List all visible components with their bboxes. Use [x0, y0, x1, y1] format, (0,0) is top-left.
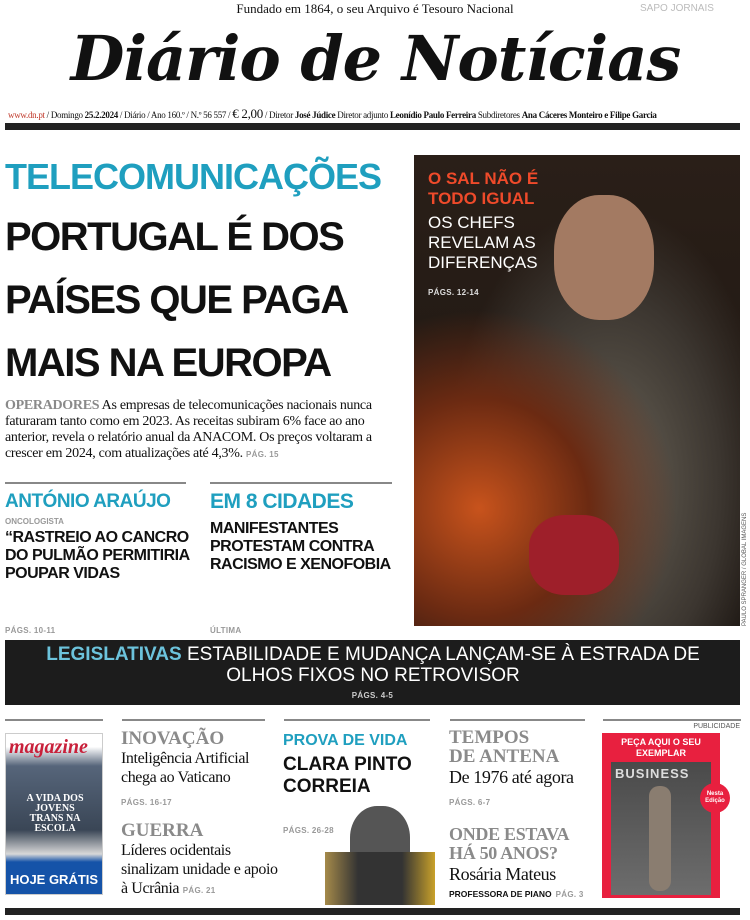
ad-label: PUBLICIDADE [693, 723, 740, 730]
kicker-line: TODO IGUAL [428, 189, 535, 208]
tagline: Fundado em 1864, o seu Arquivo é Tesouro Nacional [236, 1, 514, 16]
lead-text: As empresas de telecomunicações nacionais nunca faturaram tanto como em 2023. As receitas subiram 6% face ao ano anterior, revela o relatório anual da ANACOM. Os preços voltaram a crescer em 2024, com atualizações até 4,3%. [5, 398, 372, 461]
kicker-line: O SAL NÃO É [428, 169, 539, 188]
headline-line: PROTESTAM CONTRA [210, 538, 375, 555]
headline-line: CLARA PINTO [283, 754, 412, 775]
brief-footer [449, 887, 584, 901]
page-ref: ÚLTIMA [210, 626, 242, 635]
story-headline [5, 529, 195, 583]
info-text: Subdiretores [475, 110, 522, 120]
magazine-cover[interactable] [5, 733, 103, 895]
page-ref: PÁGS. 4-5 [351, 691, 394, 700]
ad-cta: PEÇA AQUI O SEU EXEMPLAR [621, 737, 701, 758]
brief-headline: De 1976 até agora [449, 767, 574, 787]
banner-text: ESTABILIDADE E MUDANÇA LANÇAM-SE À ESTRADA DE OLHOS FIXOS NO RETROVISOR [181, 644, 700, 686]
chef-face [554, 195, 654, 320]
brief-kicker: INOVAÇÃO [121, 728, 225, 749]
headline-line: CORREIA [283, 776, 371, 797]
price: € 2,00 [232, 106, 263, 121]
info-text: Diretor adjunto [335, 110, 390, 120]
kicker-line: ONDE ESTAVA [449, 824, 570, 844]
ad-magazine-image [611, 762, 711, 895]
headline-line: “RASTREIO AO CANCRO [5, 529, 189, 546]
page-ref: PÁGS. 6-7 [449, 798, 491, 807]
legislativas-banner[interactable] [5, 640, 740, 705]
page-ref: PÁGS. 10-11 [5, 626, 56, 635]
kicker-line: HÁ 50 ANOS? [449, 843, 558, 863]
newspaper-title: Diário de Notícias [70, 22, 681, 95]
brief-kicker [449, 728, 559, 766]
text-line: REVELAM AS [428, 233, 536, 252]
website-link[interactable]: www.dn.pt [8, 110, 45, 120]
brief-headline [121, 841, 281, 900]
page-ref: PÁGS. 16-17 [121, 798, 172, 807]
lead-label: OPERADORES [5, 398, 100, 413]
footer-divider [5, 908, 740, 915]
headline-text: Líderes ocidentais sinalizam unidade e apoio à Ucrânia [121, 842, 278, 897]
info-text: / Domingo [44, 110, 85, 120]
story-kicker: ANTÓNIO ARAÚJO [5, 491, 171, 512]
banner-kicker: LEGISLATIVAS [46, 644, 182, 665]
page-ref: PÁG. 21 [182, 886, 216, 895]
brief-role: PROFESSORA DE PIANO [449, 889, 552, 899]
page-ref: PÁGS. 12-14 [428, 288, 479, 297]
ad-badge: Nesta Edição [700, 783, 730, 813]
deputy-director: Leonídio Paulo Ferreira [389, 110, 476, 120]
text-line: OS CHEFS [428, 213, 515, 232]
divider [603, 719, 741, 721]
story-role: ONCOLOGISTA [5, 517, 64, 526]
lead-kicker: TELECOMUNICAÇÕES [5, 156, 382, 197]
ad-brand: BUSINESS [615, 766, 690, 781]
issue-date: 25.2.2024 [84, 110, 118, 120]
lead-headline-line: PAÍSES QUE PAGA [5, 278, 348, 322]
lead-body [5, 398, 400, 463]
photo-kicker [428, 169, 548, 209]
kicker-line: TEMPOS [449, 727, 530, 748]
lead-headline-line: MAIS NA EUROPA [5, 341, 331, 385]
info-text: / Diretor [262, 110, 295, 120]
headline-line: MANIFESTANTES [210, 520, 339, 537]
magazine-cover-text: A VIDA DOS JOVENS TRANS NA ESCOLA [26, 793, 84, 834]
story-kicker: EM 8 CIDADES [210, 490, 354, 513]
photo-text [428, 213, 548, 273]
brief-headline [283, 754, 433, 798]
info-text: / Diário / Ano 160.º / N.º 56 557 / [117, 110, 233, 120]
magazine-brand: magazine [9, 736, 88, 758]
divider [284, 719, 430, 721]
photo-credit: PAULO SPRANGER / GLOBAL IMAGENS [742, 512, 748, 626]
divider [5, 719, 103, 721]
headline-line: RACISMO E XENOFOBIA [210, 556, 391, 573]
kicker-line: DE ANTENA [449, 746, 560, 767]
lead-headline-line: PORTUGAL É DOS [5, 215, 344, 259]
brief-headline: Inteligência Artificial chega ao Vaticano [121, 750, 250, 786]
watermark: SAPO JORNAIS [640, 3, 714, 14]
magazine-badge: HOJE GRÁTIS [9, 872, 99, 887]
portrait-frames [325, 852, 435, 905]
story-headline [210, 520, 405, 574]
divider [450, 719, 585, 721]
steak [529, 515, 619, 595]
brief-headline: Rosária Mateus [449, 864, 556, 884]
divider [5, 482, 186, 484]
brief-kicker [449, 825, 569, 863]
headline-line: DO PULMÃO PERMITIRIA [5, 547, 190, 564]
text-line: DIFERENÇAS [428, 253, 538, 272]
subdirectors: Ana Cáceres Monteiro e Filipe Garcia [521, 110, 657, 120]
issue-info [8, 106, 742, 123]
divider [210, 482, 392, 484]
page-ref: PÁGS. 26-28 [283, 826, 334, 835]
ad-cover[interactable] [602, 733, 725, 898]
masthead-divider [5, 123, 740, 130]
ad-model [649, 786, 671, 891]
brief-kicker: PROVA DE VIDA [283, 732, 408, 749]
chef-photo[interactable] [414, 155, 740, 626]
page-ref: PÁG. 3 [555, 890, 584, 899]
divider [122, 719, 265, 721]
banner-headline [23, 644, 723, 686]
page-ref: PÁG. 15 [246, 450, 279, 459]
headline-line: POUPAR VIDAS [5, 565, 120, 582]
brief-kicker: GUERRA [121, 820, 204, 841]
director: José Júdice [294, 110, 336, 120]
